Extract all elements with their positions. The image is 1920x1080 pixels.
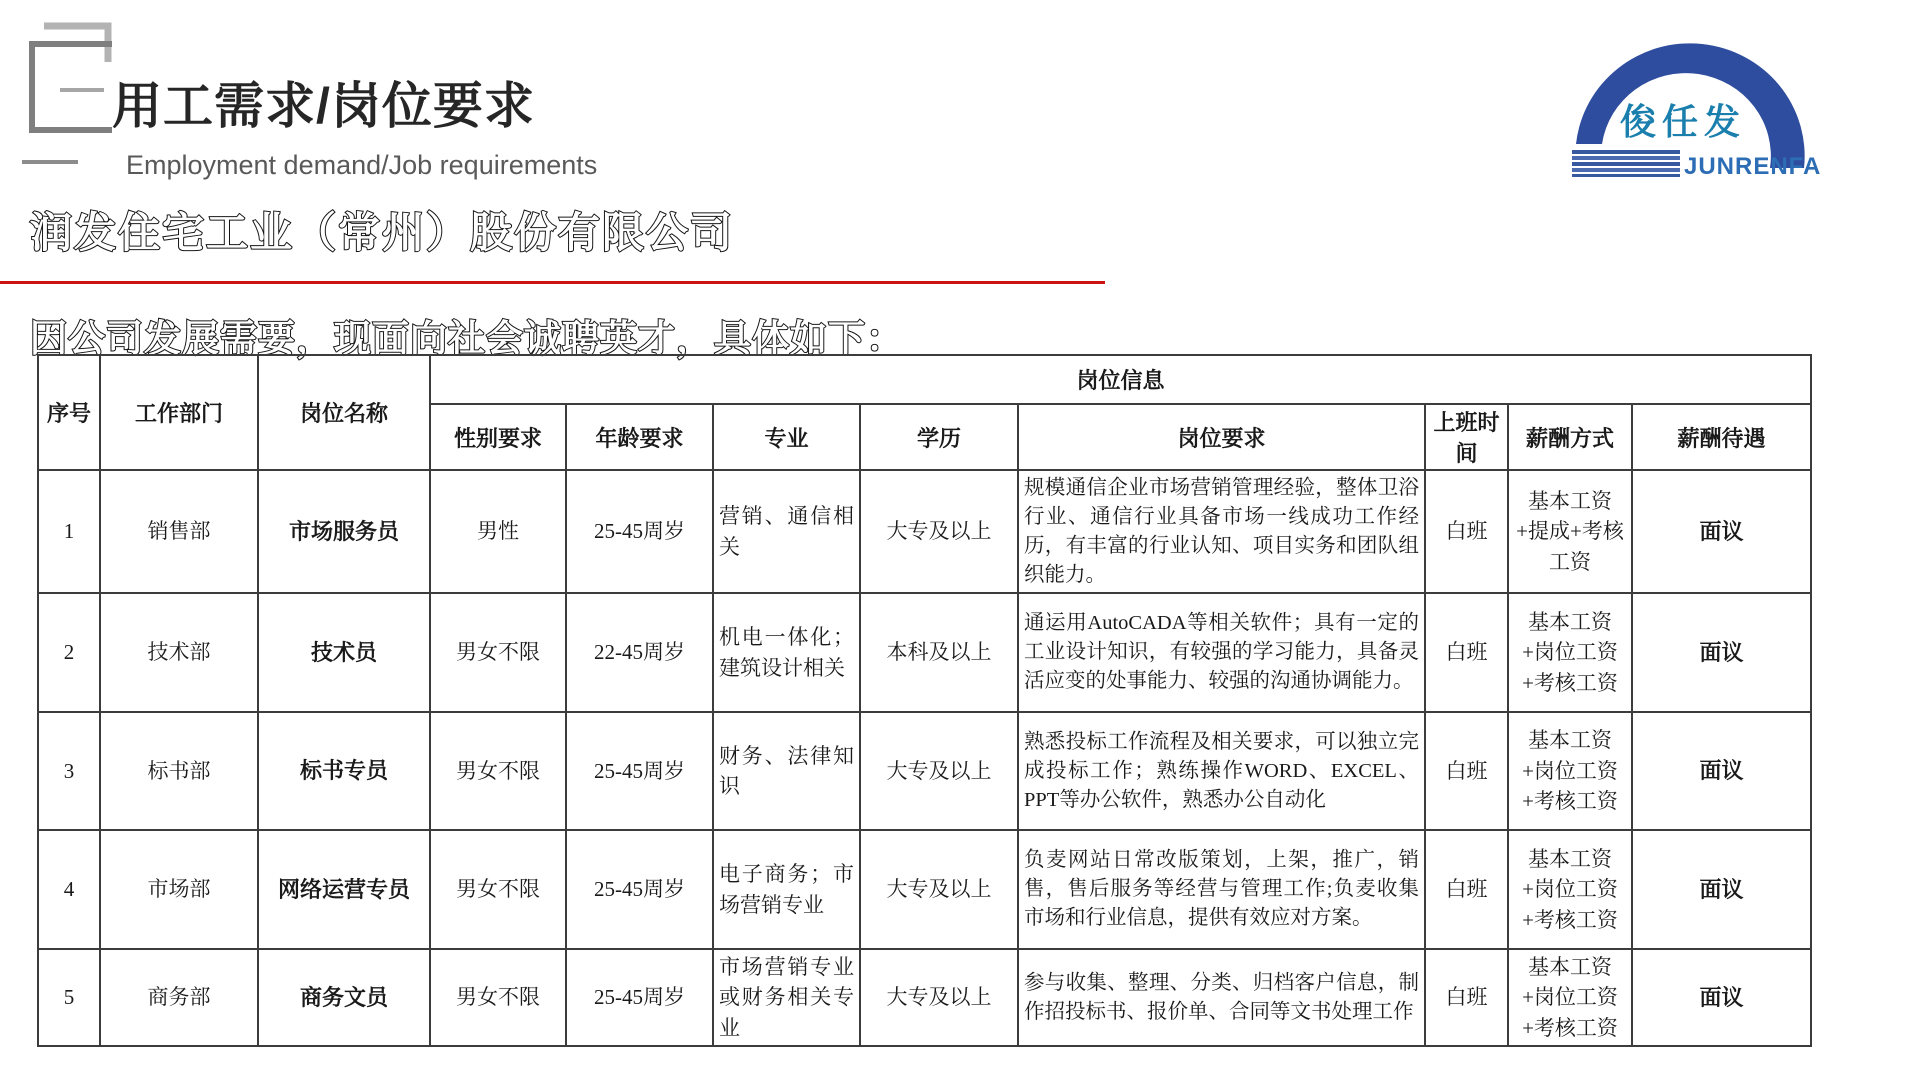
cell-age: 25-45周岁 xyxy=(566,712,713,830)
cell-edu: 大专及以上 xyxy=(860,712,1018,830)
cell-major: 机电一体化；建筑设计相关 xyxy=(713,593,860,712)
cell-shift: 白班 xyxy=(1425,593,1508,712)
cell-major: 电子商务；市场营销专业 xyxy=(713,830,860,949)
cell-job-title: 技术员 xyxy=(258,593,430,712)
cell-salary: 面议 xyxy=(1632,830,1811,949)
cell-dept: 商务部 xyxy=(100,949,258,1046)
table-row xyxy=(38,593,1811,712)
cell-pay: 基本工资+岗位工资+考核工资 xyxy=(1508,949,1632,1046)
header-req: 岗位要求 xyxy=(1018,404,1425,470)
logo-cn-text: 俊任发 xyxy=(1620,101,1747,142)
cell-shift: 白班 xyxy=(1425,470,1508,593)
table-body xyxy=(38,470,1811,1046)
table-row xyxy=(38,470,1811,593)
cell-req: 参与收集、整理、分类、归档客户信息，制作招投标书、报价单、合同等文书处理工作 xyxy=(1018,949,1425,1046)
header-pay: 薪酬方式 xyxy=(1508,404,1632,470)
header-age: 年龄要求 xyxy=(566,404,713,470)
logo-stripes xyxy=(1572,150,1680,177)
header-gender: 性别要求 xyxy=(430,404,566,470)
table-row xyxy=(38,712,1811,830)
cell-no: 5 xyxy=(38,949,100,1046)
table-header xyxy=(38,355,1811,470)
cell-pay: 基本工资+提成+考核工资 xyxy=(1508,470,1632,593)
header-job-title: 岗位名称 xyxy=(258,355,430,470)
cell-gender: 男女不限 xyxy=(430,712,566,830)
jobs-table xyxy=(37,354,1812,1047)
cell-age: 25-45周岁 xyxy=(566,830,713,949)
cell-gender: 男女不限 xyxy=(430,593,566,712)
cell-major: 财务、法律知识 xyxy=(713,712,860,830)
cell-edu: 大专及以上 xyxy=(860,830,1018,949)
cell-no: 1 xyxy=(38,470,100,593)
logo-en-text: JUNRENFA xyxy=(1684,153,1822,180)
cell-req: 规模通信企业市场营销管理经验，整体卫浴行业、通信行业具备市场一线成功工作经历，有丰富的行业认知、项目实务和团队组织能力。 xyxy=(1018,470,1425,593)
cell-pay: 基本工资+岗位工资+考核工资 xyxy=(1508,712,1632,830)
cell-age: 22-45周岁 xyxy=(566,593,713,712)
cell-gender: 男性 xyxy=(430,470,566,593)
cell-major: 市场营销专业或财务相关专业 xyxy=(713,949,860,1046)
cell-no: 2 xyxy=(38,593,100,712)
cell-salary: 面议 xyxy=(1632,712,1811,830)
cell-dept: 市场部 xyxy=(100,830,258,949)
cell-job-title: 网络运营专员 xyxy=(258,830,430,949)
red-divider-line xyxy=(0,281,1105,284)
cell-salary: 面议 xyxy=(1632,470,1811,593)
header-shift: 上班时间 xyxy=(1425,404,1508,470)
page-title: 用工需求/岗位要求 xyxy=(112,78,535,134)
company-name: 润发住宅工业（常州）股份有限公司 xyxy=(30,209,735,256)
cell-req: 负麦网站日常改版策划，上架，推广，销售，售后服务等经营与管理工作;负麦收集市场和行业信息，提供有效应对方案。 xyxy=(1018,830,1425,949)
cell-gender: 男女不限 xyxy=(430,949,566,1046)
table-row xyxy=(38,949,1811,1046)
intro-text: 因公司发展需要，现面向社会诚聘英才，具体如下： xyxy=(30,318,904,359)
cell-job-title: 标书专员 xyxy=(258,712,430,830)
header-job-info-group: 岗位信息 xyxy=(430,355,1811,404)
cell-shift: 白班 xyxy=(1425,830,1508,949)
cell-dept: 销售部 xyxy=(100,470,258,593)
cell-major: 营销、通信相关 xyxy=(713,470,860,593)
cell-req: 熟悉投标工作流程及相关要求，可以独立完成投标工作；熟练操作WORD、EXCEL、PPT等办公软件，熟悉办公自动化 xyxy=(1018,712,1425,830)
cell-salary: 面议 xyxy=(1632,593,1811,712)
header-dept: 工作部门 xyxy=(100,355,258,470)
cell-shift: 白班 xyxy=(1425,949,1508,1046)
cell-pay: 基本工资+岗位工资+考核工资 xyxy=(1508,593,1632,712)
cell-req: 通运用AutoCADA等相关软件；具有一定的工业设计知识，有较强的学习能力，具备灵活应变的处事能力、较强的沟通协调能力。 xyxy=(1018,593,1425,712)
cell-shift: 白班 xyxy=(1425,712,1508,830)
cell-gender: 男女不限 xyxy=(430,830,566,949)
header-major: 专业 xyxy=(713,404,860,470)
cell-dept: 技术部 xyxy=(100,593,258,712)
cell-edu: 本科及以上 xyxy=(860,593,1018,712)
cell-dept: 标书部 xyxy=(100,712,258,830)
page-subtitle: Employment demand/Job requirements xyxy=(126,150,598,180)
cell-job-title: 商务文员 xyxy=(258,949,430,1046)
cell-no: 3 xyxy=(38,712,100,830)
junrenfa-logo xyxy=(1572,22,1822,182)
header-salary: 薪酬待遇 xyxy=(1632,404,1811,470)
cell-edu: 大专及以上 xyxy=(860,949,1018,1046)
cell-job-title: 市场服务员 xyxy=(258,470,430,593)
table-row xyxy=(38,830,1811,949)
cell-no: 4 xyxy=(38,830,100,949)
cell-pay: 基本工资+岗位工资+考核工资 xyxy=(1508,830,1632,949)
cell-age: 25-45周岁 xyxy=(566,470,713,593)
header-edu: 学历 xyxy=(860,404,1018,470)
cell-salary: 面议 xyxy=(1632,949,1811,1046)
cell-age: 25-45周岁 xyxy=(566,949,713,1046)
header-no: 序号 xyxy=(38,355,100,470)
corner-bracket-decoration xyxy=(16,14,126,164)
cell-edu: 大专及以上 xyxy=(860,470,1018,593)
